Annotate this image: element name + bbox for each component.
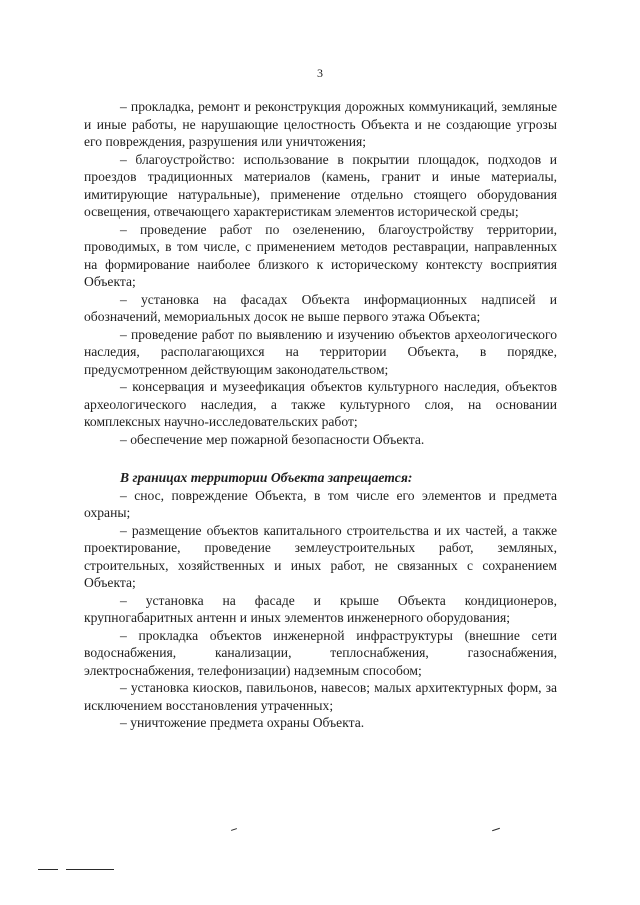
paragraph: – проведение работ по выявлению и изучению объектов археологического наследия, располагающихся на территории Объекта, в порядке, предусмотренном действующим законодательством; (84, 326, 557, 377)
paragraph: – прокладка, ремонт и реконструкция дорожных коммуникаций, земляные и иные работы, не нарушающие целостность Объекта и не создающие угрозы его повреждения, разрушения или уничтожения; (84, 99, 557, 149)
paragraph: – прокладка объектов инженерной инфраструктуры (внешние сети водоснабжения, канализации, теплоснабжения, газоснабжения, электроснабжения, телефонизации) надземным способом; (84, 627, 557, 678)
paragraph: – снос, повреждение Объекта, в том числе его элементов и предмета охраны; (84, 487, 557, 520)
paragraph: – проведение работ по озеленению, благоустройству территории, проводимых, в том числе, с применением методов реставрации, направленных на формирование наиболее близкого к историческому контексту восприятия Объекта; (84, 221, 557, 289)
paragraph: – установка на фасаде и крыше Объекта кондиционеров, крупногабаритных антенн и иных элементов инженерного оборудования; (84, 592, 557, 625)
paragraph: – обеспечение мер пожарной безопасности Объекта. (120, 431, 425, 447)
document-body (84, 98, 557, 732)
section-heading: В границах территории Объекта запрещается: (120, 470, 413, 485)
paragraph: – установка киосков, павильонов, навесов; малых архитектурных форм, за исключением восстановления утраченных; (84, 680, 557, 713)
page-number: 3 (317, 66, 323, 80)
paragraph: – консервация и музеефикация объектов культурного наследия, объектов археологического наследия, а также культурного слоя, на основании комплексных научно-исследовательских работ; (84, 379, 557, 429)
paragraph: – благоустройство: использование в покрытии площадок, подходов и проездов традиционных материалов (камень, гранит и иные материалы, имитирующие натуральные), применение отдельно стоящего оборудования освещения, отвечающего характеристикам элементов исторической среды; (84, 151, 557, 219)
paragraph: – размещение объектов капитального строительства и их частей, а также проектирование, проведение землеустроительных работ, земляных, строительных, хозяйственных и иных работ, не связанных с сохранением Объекта; (84, 522, 557, 590)
scan-mark (492, 828, 500, 831)
scan-mark (38, 869, 58, 870)
paragraph: – уничтожение предмета охраны Объекта. (120, 715, 365, 730)
scan-mark (66, 869, 114, 870)
paragraph: – установка на фасадах Объекта информационных надписей и обозначений, мемориальных досок не выше первого этажа Объекта; (84, 291, 557, 324)
scan-mark (231, 828, 237, 831)
